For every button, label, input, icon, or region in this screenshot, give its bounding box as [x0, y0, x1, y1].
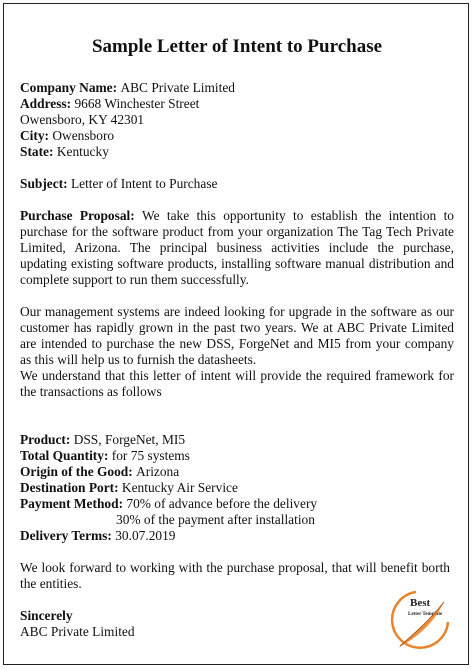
payment-line2: 30% of the payment after installation [116, 512, 315, 527]
address-line1: 9668 Winchester Street [74, 96, 200, 111]
proposal-label: Purchase Proposal [20, 208, 131, 223]
origin-label: Origin of the Good [20, 464, 129, 479]
quantity-value: for 75 systems [111, 448, 190, 463]
subject-label: Subject [20, 176, 64, 191]
signatory-name: ABC Private Limited [20, 624, 135, 639]
proposal-paragraph: Purchase Proposal: We take this opportunity to establish the intention to purchase for the software product from your organization The Tag Tech Private Limited, Arizona. The principal business activities include the purchase, updating existing software products, installing software manual distribution and complete support to run them successfully. [20, 208, 454, 287]
proposal-text: We take this opportunity to establish the intention to purchase for the software product from your organization The Tag Tech Private Limited, Arizona. The principal business activities include the purchase, updating existing software products, installing software manual distribution and complete support to run them successfully. [20, 208, 454, 287]
product-label: Product [20, 432, 66, 447]
delivery-value: 30.07.2019 [115, 528, 176, 543]
best-letter-template-logo [386, 586, 454, 654]
city-value: Owensboro [52, 128, 115, 143]
product-value: DSS, ForgeNet, MI5 [73, 432, 186, 447]
payment-label: Payment Method [20, 496, 119, 511]
city-label: City [20, 128, 45, 143]
closing-paragraph: We look forward to working with the purchase proposal, that will benefit borth the entities. [20, 560, 450, 591]
company-name-label: Company Name [20, 80, 113, 95]
state-value: Kentucky [56, 144, 109, 159]
quantity-label: Total Quantity [20, 448, 104, 463]
address-row: Address: 9668 Winchester Street [20, 96, 200, 111]
company-name-value: ABC Private Limited [120, 80, 235, 95]
subject-row: Subject: Letter of Intent to Purchase [20, 176, 218, 191]
logo-sub: Letter Template [408, 612, 443, 617]
state-label: State [20, 144, 50, 159]
subject-value: Letter of Intent to Purchase [70, 176, 218, 191]
origin-row: Origin of the Good: Arizona [20, 464, 180, 479]
framework-paragraph: We understand that this letter of intent will provide the required framework for the transactions as follows [20, 368, 454, 399]
port-row: Destination Port: Kentucky Air Service [20, 480, 238, 495]
address-label: Address [20, 96, 67, 111]
port-value: Kentucky Air Service [121, 480, 238, 495]
state-row: State: Kentucky [20, 144, 109, 159]
salutation: Sincerely [20, 608, 73, 623]
company-name-row: Company Name: ABC Private Limited [20, 80, 235, 95]
product-row: Product: DSS, ForgeNet, MI5 [20, 432, 186, 447]
delivery-label: Delivery Terms [20, 528, 108, 543]
address-line2: Owensboro, KY 42301 [20, 112, 145, 127]
payment-line1: 70% of advance before the delivery [126, 496, 318, 511]
city-row: City: Owensboro [20, 128, 115, 143]
page-title: Sample Letter of Intent to Purchase [91, 36, 383, 57]
origin-value: Arizona [136, 464, 180, 479]
delivery-row: Delivery Terms: 30.07.2019 [20, 528, 176, 543]
port-label: Destination Port [20, 480, 115, 495]
payment-row: Payment Method: 70% of advance before the delivery [20, 496, 318, 511]
quantity-row: Total Quantity: for 75 systems [20, 448, 190, 463]
management-paragraph: Our management systems are indeed looking for upgrade in the software as our customer has rapidly grown in the past two years. We at ABC Private Limited are intended to purchase the new DSS, ForgeNet and MI5 from your company as this will help us to furnish the datasheets. [20, 304, 454, 367]
logo-word: Best [410, 597, 431, 609]
